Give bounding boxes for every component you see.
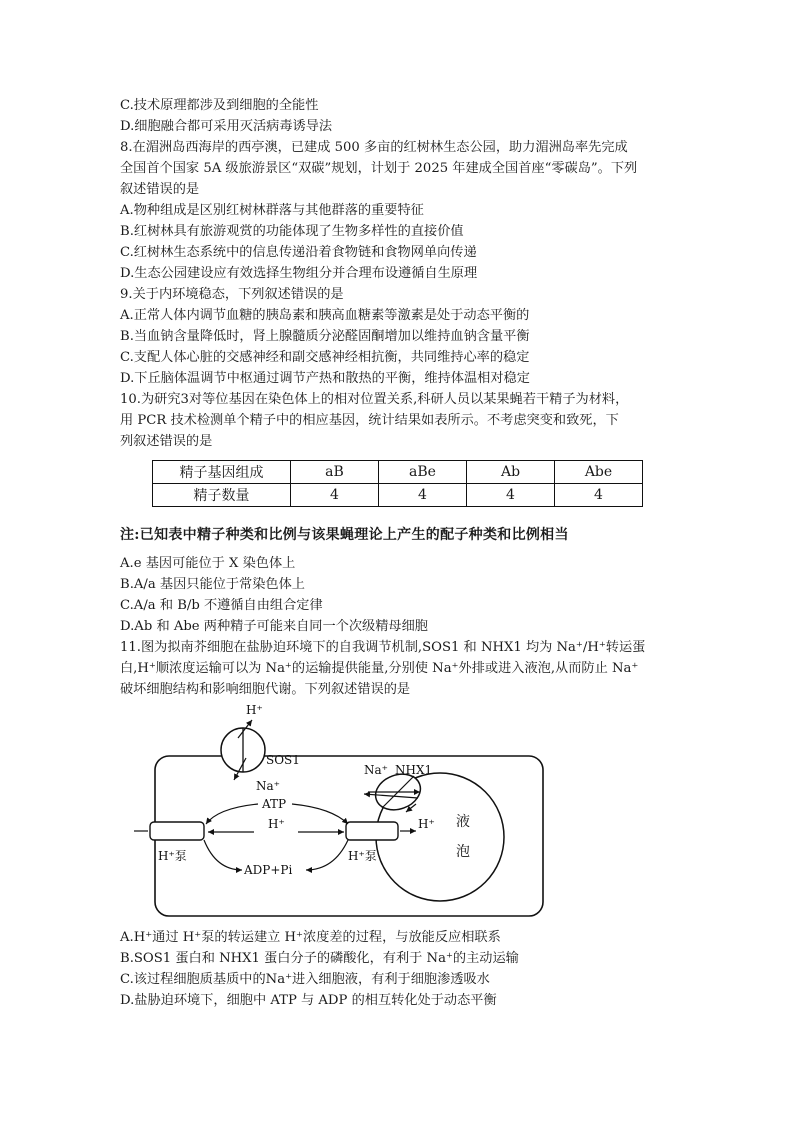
cell-regulation-diagram bbox=[120, 700, 560, 925]
h-ion-middle: H⁺ bbox=[268, 817, 285, 831]
table-cell: aB bbox=[291, 461, 379, 484]
table-cell: aBe bbox=[379, 461, 467, 484]
q10-stem-line2: 用 PCR 技术检测单个精子中的相应基因，统计结果如表所示。不考虑突变和致死，下 bbox=[120, 413, 619, 428]
nhx1-label: NHX1 bbox=[395, 763, 433, 777]
q11-option-d: D.盐胁迫环境下，细胞中 ATP 与 ADP 的相互转化处于动态平衡 bbox=[120, 993, 497, 1008]
table-cell: 4 bbox=[555, 484, 643, 507]
q8-option-d: D.生态公园建设应有效选择生物组分并合理布设遵循自生原理 bbox=[120, 266, 478, 281]
left-h-pump bbox=[150, 822, 204, 840]
h-ion-vacuole: H⁺ bbox=[418, 817, 435, 831]
q8-option-b: B.红树林具有旅游观赏的功能体现了生物多样性的直接价值 bbox=[120, 224, 464, 239]
q9-option-c: C.支配人体心脏的交感神经和副交感神经相抗衡，共同维持心率的稳定 bbox=[120, 350, 530, 365]
table-cell: Abe bbox=[555, 461, 643, 484]
q10-option-c: C.A/a 和 B/b 不遵循自由组合定律 bbox=[120, 598, 323, 613]
table-header-label: 精子基因组成 bbox=[153, 461, 291, 484]
sperm-gene-table bbox=[152, 460, 643, 507]
adp-pi-label: ADP+Pi bbox=[244, 863, 293, 877]
q11-stem-line1: 11.图为拟南芥细胞在盐胁迫环境下的自我调节机制,SOS1 和 NHX1 均为 Na⁺/H⁺转运蛋 bbox=[120, 640, 646, 655]
atp-to-left-pump-arrow bbox=[206, 804, 258, 824]
atp-to-right-pump-arrow bbox=[292, 804, 348, 824]
sos1-transporter bbox=[221, 720, 265, 780]
table-cell: 4 bbox=[467, 484, 555, 507]
vacuole-label-2: 泡 bbox=[456, 844, 470, 860]
table-row bbox=[153, 461, 643, 484]
q9-stem: 9.关于内环境稳态，下列叙述错误的是 bbox=[120, 287, 344, 302]
q11-option-a: A.H⁺通过 H⁺泵的转运建立 H⁺浓度差的过程，与放能反应相联系 bbox=[120, 930, 501, 945]
table-row bbox=[153, 484, 643, 507]
na-ion-left: Na⁺ bbox=[256, 779, 280, 793]
vacuole-label-1: 液 bbox=[456, 814, 470, 830]
table-cell: 4 bbox=[379, 484, 467, 507]
q10-stem-line1: 10.为研究3对等位基因在染色体上的相对位置关系,科研人员以某果蝇若干精子为材料， bbox=[120, 392, 629, 407]
right-h-pump bbox=[346, 822, 398, 840]
right-h-pump-label: H⁺泵 bbox=[348, 849, 377, 863]
na-ion-right: Na⁺ bbox=[364, 763, 388, 777]
table-note: 注:已知表中精子种类和比例与该果蝇理论上产生的配子种类和比例相当 bbox=[120, 527, 569, 543]
sos1-label: SOS1 bbox=[266, 753, 300, 767]
q11-option-b: B.SOS1 蛋白和 NHX1 蛋白分子的磷酸化，有利于 Na⁺的主动运输 bbox=[120, 951, 519, 966]
q11-option-c: C.该过程细胞质基质中的Na⁺进入细胞液，有利于细胞渗透吸水 bbox=[120, 972, 490, 987]
table-cell: 4 bbox=[291, 484, 379, 507]
left-h-pump-label: H⁺泵 bbox=[158, 849, 187, 863]
q8-option-c: C.红树林生态系统中的信息传递沿着食物链和食物网单向传递 bbox=[120, 245, 477, 260]
left-pump-to-adp-arrow bbox=[204, 840, 242, 870]
q11-stem-line2: 白,H⁺顺浓度运输可以为 Na⁺的运输提供能量,分别使 Na⁺外排或进入液泡,从而防止 Na⁺ bbox=[120, 661, 639, 676]
table-cell: Ab bbox=[467, 461, 555, 484]
q8-stem-line1: 8.在湄洲岛西海岸的西亭澳，已建成 500 多亩的红树林生态公园，助力湄洲岛率先完成 bbox=[120, 140, 628, 155]
q9-option-a: A.正常人体内调节血糖的胰岛素和胰高血糖素等激素是处于动态平衡的 bbox=[120, 308, 530, 323]
q10-option-d: D.Ab 和 Abe 两种精子可能来自同一个次级精母细胞 bbox=[120, 619, 428, 634]
q8-stem-line2: 全国首个国家 5A 级旅游景区“双碳”规划，计划于 2025 年建成全国首座“零碳岛”。下列 bbox=[120, 161, 638, 176]
q8-stem-line3: 叙述错误的是 bbox=[120, 182, 200, 197]
q9-option-d: D.下丘脑体温调节中枢通过调节产热和散热的平衡，维持体温相对稳定 bbox=[120, 371, 530, 386]
q10-stem-line3: 列叙述错误的是 bbox=[120, 434, 213, 449]
q7-option-c: C.技术原理都涉及到细胞的全能性 bbox=[120, 98, 319, 113]
atp-label: ATP bbox=[262, 797, 287, 811]
q9-option-b: B.当血钠含量降低时，肾上腺髓质分泌醛固酮增加以维持血钠含量平衡 bbox=[120, 329, 530, 344]
q8-option-a: A.物种组成是区别红树林群落与其他群落的重要特征 bbox=[120, 203, 424, 218]
q11-stem-line3: 破坏细胞结构和影响细胞代谢。下列叙述错误的是 bbox=[120, 682, 411, 697]
right-pump-to-adp-arrow bbox=[306, 840, 348, 870]
h-ion-top: H⁺ bbox=[246, 703, 263, 717]
table-count-label: 精子数量 bbox=[153, 484, 291, 507]
q10-option-b: B.A/a 基因只能位于常染色体上 bbox=[120, 577, 305, 592]
q7-option-d: D.细胞融合都可采用灭活病毒诱导法 bbox=[120, 119, 333, 134]
q10-option-a: A.e 基因可能位于 X 染色体上 bbox=[120, 556, 296, 571]
